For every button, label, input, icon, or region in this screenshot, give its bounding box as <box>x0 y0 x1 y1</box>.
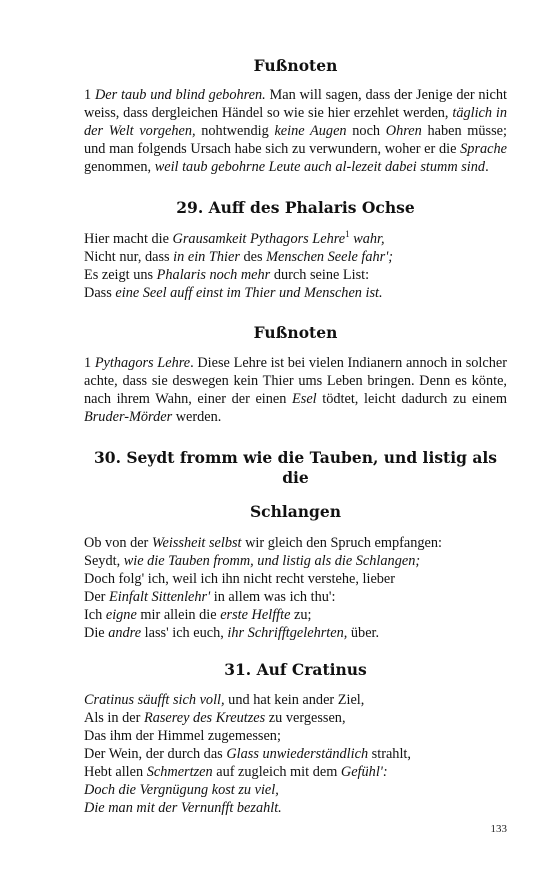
verse-line <box>84 763 507 781</box>
page-body <box>84 56 507 817</box>
footnote-1-text <box>84 86 507 176</box>
text-run: tödtet, leicht dadurch zu einem <box>316 391 507 407</box>
text-run: auf zugleich mit dem <box>212 764 341 780</box>
verse-line <box>84 745 507 763</box>
italic-text: eigne <box>105 607 137 623</box>
italic-text: Gefühl': <box>340 764 388 780</box>
italic-text: Esel <box>292 391 317 407</box>
poem-31-verse <box>84 691 507 817</box>
text-run: haben müsse; und man folgends Ursach habe sich zu verwundern, woher er die <box>84 123 507 157</box>
poem-30-title-line-2: Schlangen <box>249 502 342 521</box>
verse-line <box>84 248 507 266</box>
text-run: lass' ich euch, <box>141 625 228 641</box>
page-number: 133 <box>490 823 507 835</box>
verse-line <box>84 781 507 799</box>
verse-line <box>84 799 507 817</box>
text-run: und hat kein ander Ziel, <box>224 692 365 708</box>
text-run: Doch folg' ich, weil ich ihn nicht recht verstehe, lieber <box>84 571 396 587</box>
text-run: Dass <box>84 285 116 301</box>
italic-text: Phalaris noch mehr <box>156 267 271 283</box>
italic-text: Schmertzen <box>146 764 213 780</box>
footnotes-heading-2: Fußnoten <box>253 323 338 342</box>
italic-text: täglich in der Welt vorgehen, <box>84 105 508 139</box>
verse-line <box>84 570 507 588</box>
italic-text: Raserey des Kreutzes <box>143 710 266 726</box>
text-run: durch seine List: <box>270 267 370 283</box>
italic-text: Weissheit selbst <box>151 535 242 551</box>
italic-text: Der taub und blind gebohren. <box>94 87 266 103</box>
italic-text: Pythagors Lehre <box>94 355 191 371</box>
italic-text: Doch die Vergnügung kost zu viel, <box>84 782 279 798</box>
footnotes-heading-1: Fußnoten <box>253 56 338 75</box>
text-run: Der Wein, der durch das <box>84 746 227 762</box>
italic-text: Ohren <box>385 123 422 139</box>
text-run: Hier macht die <box>84 231 173 247</box>
text-run: . Diese Lehre ist bei vielen Indianern annoch in solcher achte, dass sie deswegen kein Thier ums Leben bringen. Denn es könte, nach ihrem Wahn, einer der einen <box>84 355 507 407</box>
text-run: über. <box>347 625 380 641</box>
poem-31-title: 31. Auf Cratinus <box>224 660 367 679</box>
italic-text: andre <box>108 625 142 641</box>
text-run: wir gleich den Spruch empfangen: <box>241 535 443 551</box>
poem-29-verse <box>84 230 507 302</box>
verse-line <box>84 534 507 552</box>
italic-text: in ein Thier <box>173 249 240 265</box>
text-run: . <box>485 159 489 175</box>
verse-line <box>84 691 507 709</box>
italic-text: Bruder-Mörder <box>84 409 173 425</box>
text-run: Seydt, <box>84 553 124 569</box>
italic-text: Sprache <box>460 141 507 157</box>
verse-line <box>84 588 507 606</box>
text-run: 1 <box>84 355 95 371</box>
verse-line <box>84 624 507 642</box>
verse-line <box>84 552 507 570</box>
poem-30-title-line-1: 30. Seydt fromm wie die Tauben, und listig als die <box>94 448 497 487</box>
italic-text: wahr, <box>349 231 385 247</box>
text-run: Es zeigt uns <box>84 267 157 283</box>
verse-line <box>84 230 507 248</box>
italic-text: eine Seel auff einst im Thier und Menschen ist. <box>115 285 383 301</box>
italic-text: erste Helffte <box>220 607 291 623</box>
text-run: Hebt allen <box>84 764 147 780</box>
verse-line <box>84 266 507 284</box>
text-run: Ich <box>84 607 106 623</box>
text-run: Ob von der <box>84 535 152 551</box>
text-run: genommen, <box>84 159 155 175</box>
poem-29-title: 29. Auff des Phalaris Ochse <box>176 198 415 217</box>
text-run: Die <box>84 625 109 641</box>
text-run: noch <box>346 123 386 139</box>
text-run: 1 <box>84 87 95 103</box>
verse-line <box>84 727 507 745</box>
italic-text: Menschen Seele fahr'; <box>266 249 394 265</box>
text-run: Der <box>84 589 110 605</box>
poem-30-verse <box>84 534 507 642</box>
italic-text: Cratinus säufft sich voll, <box>84 692 225 708</box>
italic-text: ihr Schrifftgelehrten, <box>227 625 348 641</box>
italic-text: Grausamkeit Pythagors Lehre <box>172 231 346 247</box>
footnote-marker: 1 <box>345 229 350 240</box>
verse-line <box>84 284 507 302</box>
italic-text: Glass unwiederständlich <box>226 746 369 762</box>
italic-text: Die man mit der Vernunfft bezahlt. <box>84 800 282 816</box>
text-run: werden. <box>172 409 222 425</box>
italic-text: wie die Tauben fromm, und listig als die Schlangen; <box>123 553 421 569</box>
text-run: Nicht nur, dass <box>84 249 174 265</box>
italic-text: Einfalt Sittenlehr' <box>109 589 211 605</box>
text-run: nohtwendig <box>195 123 275 139</box>
text-run: zu; <box>290 607 312 623</box>
text-run: strahlt, <box>368 746 411 762</box>
text-run: zu vergessen, <box>265 710 346 726</box>
italic-text: keine Augen <box>274 123 347 139</box>
text-run: mir allein die <box>136 607 221 623</box>
text-run: Als in der <box>84 710 144 726</box>
footnote-2-text <box>84 354 507 426</box>
verse-line <box>84 606 507 624</box>
verse-line <box>84 709 507 727</box>
text-run: Das ihm der Himmel zugemessen; <box>84 728 281 744</box>
italic-text: weil taub gebohrne Leute auch al-lezeit dabei stumm sind <box>154 159 486 175</box>
text-run: Man will sagen, dass der Jenige der nicht weiss, dass dergleichen Händel so wie sie hier erzehlet werden, <box>84 87 508 121</box>
text-run: in allem was ich thu': <box>210 589 336 605</box>
text-run: des <box>239 249 267 265</box>
